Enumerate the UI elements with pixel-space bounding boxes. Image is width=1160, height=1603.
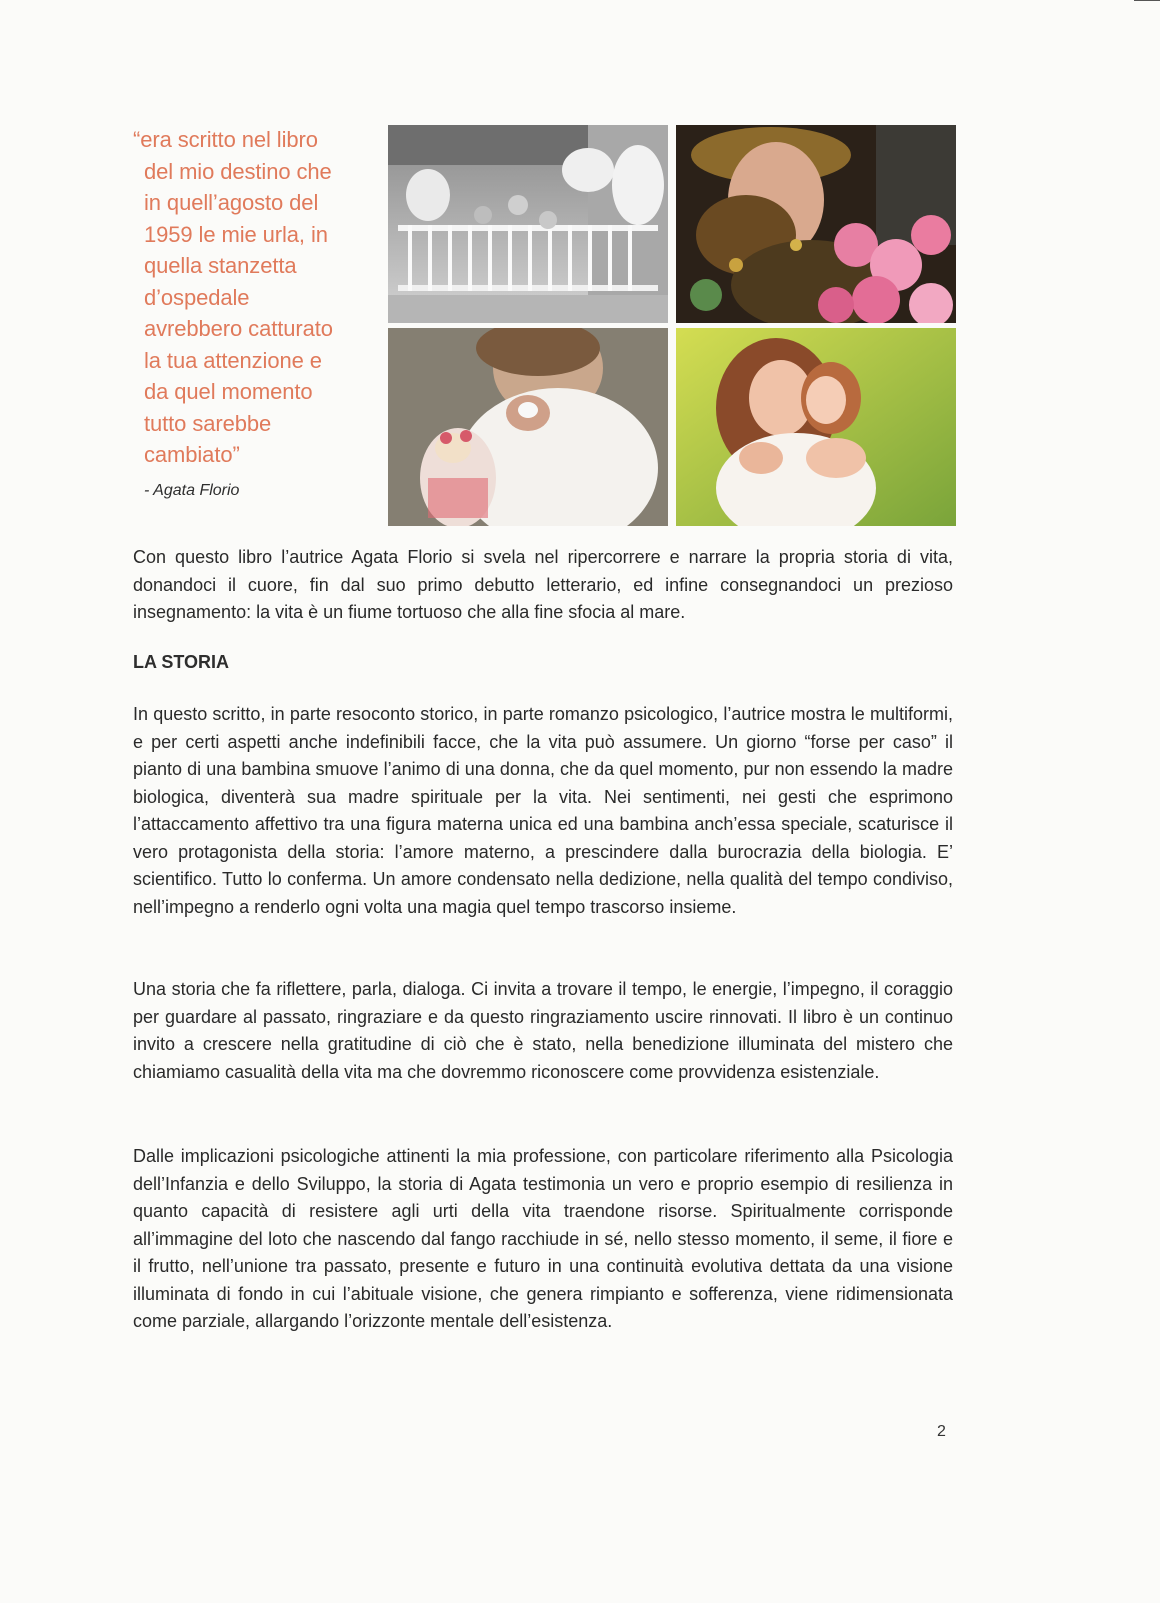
quote-line: in quell’agosto del bbox=[144, 190, 319, 215]
quote-line: tutto sarebbe bbox=[144, 410, 272, 436]
quote-line: cambiato” bbox=[144, 442, 240, 467]
hospital-nursery-photo bbox=[388, 125, 668, 323]
scan-edge-mark bbox=[1134, 0, 1160, 1]
story-paragraph: In questo scritto, in parte resoconto storico, in parte romanzo psicologico, l’autrice mostra le multiformi, e per certi aspetti anche indefinibili facce, che la vita può assumere. Un giorno “forse per caso” il pianto di una bambina smuove l’animo di una donna, che da quel momento, pur non essendo la madre biologica, diventerà sua madre spirituale per la vita. Nei sentimenti, nei gesti che esprimono l’attaccamento affettivo tra una figura materna unica ed una bambina anch’essa speciale, scaturisce il vero protagonista della storia: l’amore materno, a prescindere dalla burocrazia della biologia. E’ scientifico. Tutto lo conferma. Un amore condensato nella dedizione, nella qualità del tempo condiviso, nell’impegno a renderlo ogni volta una magia quel tempo trascorso insieme. bbox=[133, 704, 953, 917]
quote-line: “era scritto nel libro bbox=[133, 127, 318, 152]
mother-daughter-hug-photo bbox=[676, 328, 956, 526]
quote-line: 1959 le mie urla, in bbox=[144, 221, 328, 247]
quote-line: avrebbero catturato bbox=[144, 316, 333, 341]
story-paragraph: Una storia che fa riflettere, parla, dialoga. Ci invita a trovare il tempo, le energie, l’impegno, il coraggio per guardare al passato, ringraziare e da questo ringraziamento uscire rinnovati. Il libro è un continuo invito a crescere nella gratitudine di ciò che è stato, nella benedizione illuminata del mistero che chiamiamo casualità della vita ma che dovremmo riconoscere come provvidenza esistenziale. bbox=[133, 979, 953, 1082]
quote-line: d’ospedale bbox=[144, 284, 250, 310]
story-paragraph: Dalle implicazioni psicologiche attinenti la mia professione, con particolare riferimento alla Psicologia dell’Infanzia e dello Sviluppo, la storia di Agata testimonia un vero e proprio esempio di resilienza in quanto capacità di resistere agli urti della vita traendone risorse. Spiritualmente corrisponde all’immagine del loto che nascendo dal fango racchiude in sé, nello stesso momento, il seme, il fiore e il frutto, nell’unione tra passato, presente e futuro in una continuità evolutiva dettata da una visione illuminata di fondo in cui l’abituale visione, che genera rimpianto e sofferenza, viene ridimensionata come parziale, allargando l’orizzonte mentale dell’esistenza. bbox=[133, 1146, 953, 1331]
photo-collage bbox=[388, 125, 956, 526]
page-number: 2 bbox=[937, 1423, 946, 1440]
child-with-doll-photo bbox=[388, 328, 668, 526]
section-heading: LA STORIA bbox=[133, 652, 230, 672]
quote-text bbox=[133, 124, 385, 471]
quote-line: del mio destino che bbox=[144, 158, 332, 184]
intro-paragraph: Con questo libro l’autrice Agata Florio si svela nel ripercorrere e narrare la propria storia di vita, donandoci il cuore, fin dal suo primo debutto letterario, ed infine consegnandoci un prezioso insegnamento: la vita è un fiume tortuoso che alla fine sfocia al mare. bbox=[133, 547, 953, 622]
quote-line: da quel momento bbox=[144, 379, 313, 404]
quote-attribution: - Agata Florio bbox=[144, 481, 240, 499]
pull-quote bbox=[133, 124, 385, 500]
quote-line: quella stanzetta bbox=[144, 253, 297, 278]
madonna-statue-photo bbox=[676, 125, 956, 323]
quote-line: la tua attenzione e bbox=[144, 347, 322, 373]
